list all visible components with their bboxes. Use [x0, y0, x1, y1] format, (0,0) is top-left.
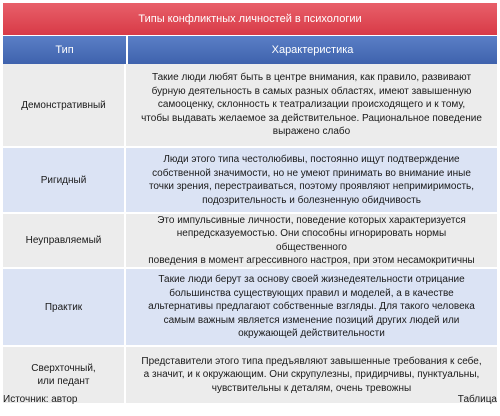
table-footer	[3, 394, 497, 405]
row-type: Неуправляемый	[3, 214, 126, 267]
conflict-types-table	[3, 3, 497, 403]
row-description: Представители этого типа предъявляют завышенные требования к себе, а значит, и к окружающим. Они скрупулезны, придирчивы, пунктуальны, чувствительны к деталям, очень тревожны	[126, 347, 497, 403]
row-type: Ригидный	[3, 148, 126, 212]
table-title: Типы конфликтных личностей в психологии	[3, 3, 497, 36]
source-caption: Источник: автор	[3, 394, 78, 405]
row-description: Люди этого типа честолюбивы, постоянно ищут подтверждение собственной значимости, но не умеют принимать во внимание иные точки зрения, перестраиваться, поэтому проявляют непримиримость, подозрительность и болезненную обидчивость	[126, 148, 497, 212]
table-header-row	[3, 36, 497, 64]
row-description: Такие люди берут за основу своей жизнедеятельности отрицание большинства существующих правил и моделей, а в качестве альтернативы предлагают собственные взгляды. Для такого человека самым важным является изменение позиций других людей или окружающей действительности	[126, 269, 497, 345]
table-row	[3, 212, 497, 267]
table-row	[3, 64, 497, 146]
row-description: Такие люди любят быть в центре внимания, как правило, развивают бурную деятельность в самых разных областях, имеют завышенную самооценку, склонность к театрализации происходящего и к тому, чтобы выдавать желаемое за действительное. Рациональное поведение выражено слабо	[126, 64, 497, 146]
table-label: Таблица	[457, 394, 497, 405]
row-type: Практик	[3, 269, 126, 345]
row-description: Это импульсивные личности, поведение которых характеризуется непредсказуемостью. Они способны игнорировать нормы общественного поведения в момент агрессивного настроя, при этом несамокритичны	[126, 214, 497, 267]
column-header-description: Характеристика	[128, 36, 497, 64]
column-header-type: Тип	[3, 36, 128, 64]
row-type: Демонстративный	[3, 64, 126, 146]
row-type: Сверхточный, или педант	[3, 347, 126, 403]
table-row	[3, 267, 497, 345]
table-row	[3, 146, 497, 212]
